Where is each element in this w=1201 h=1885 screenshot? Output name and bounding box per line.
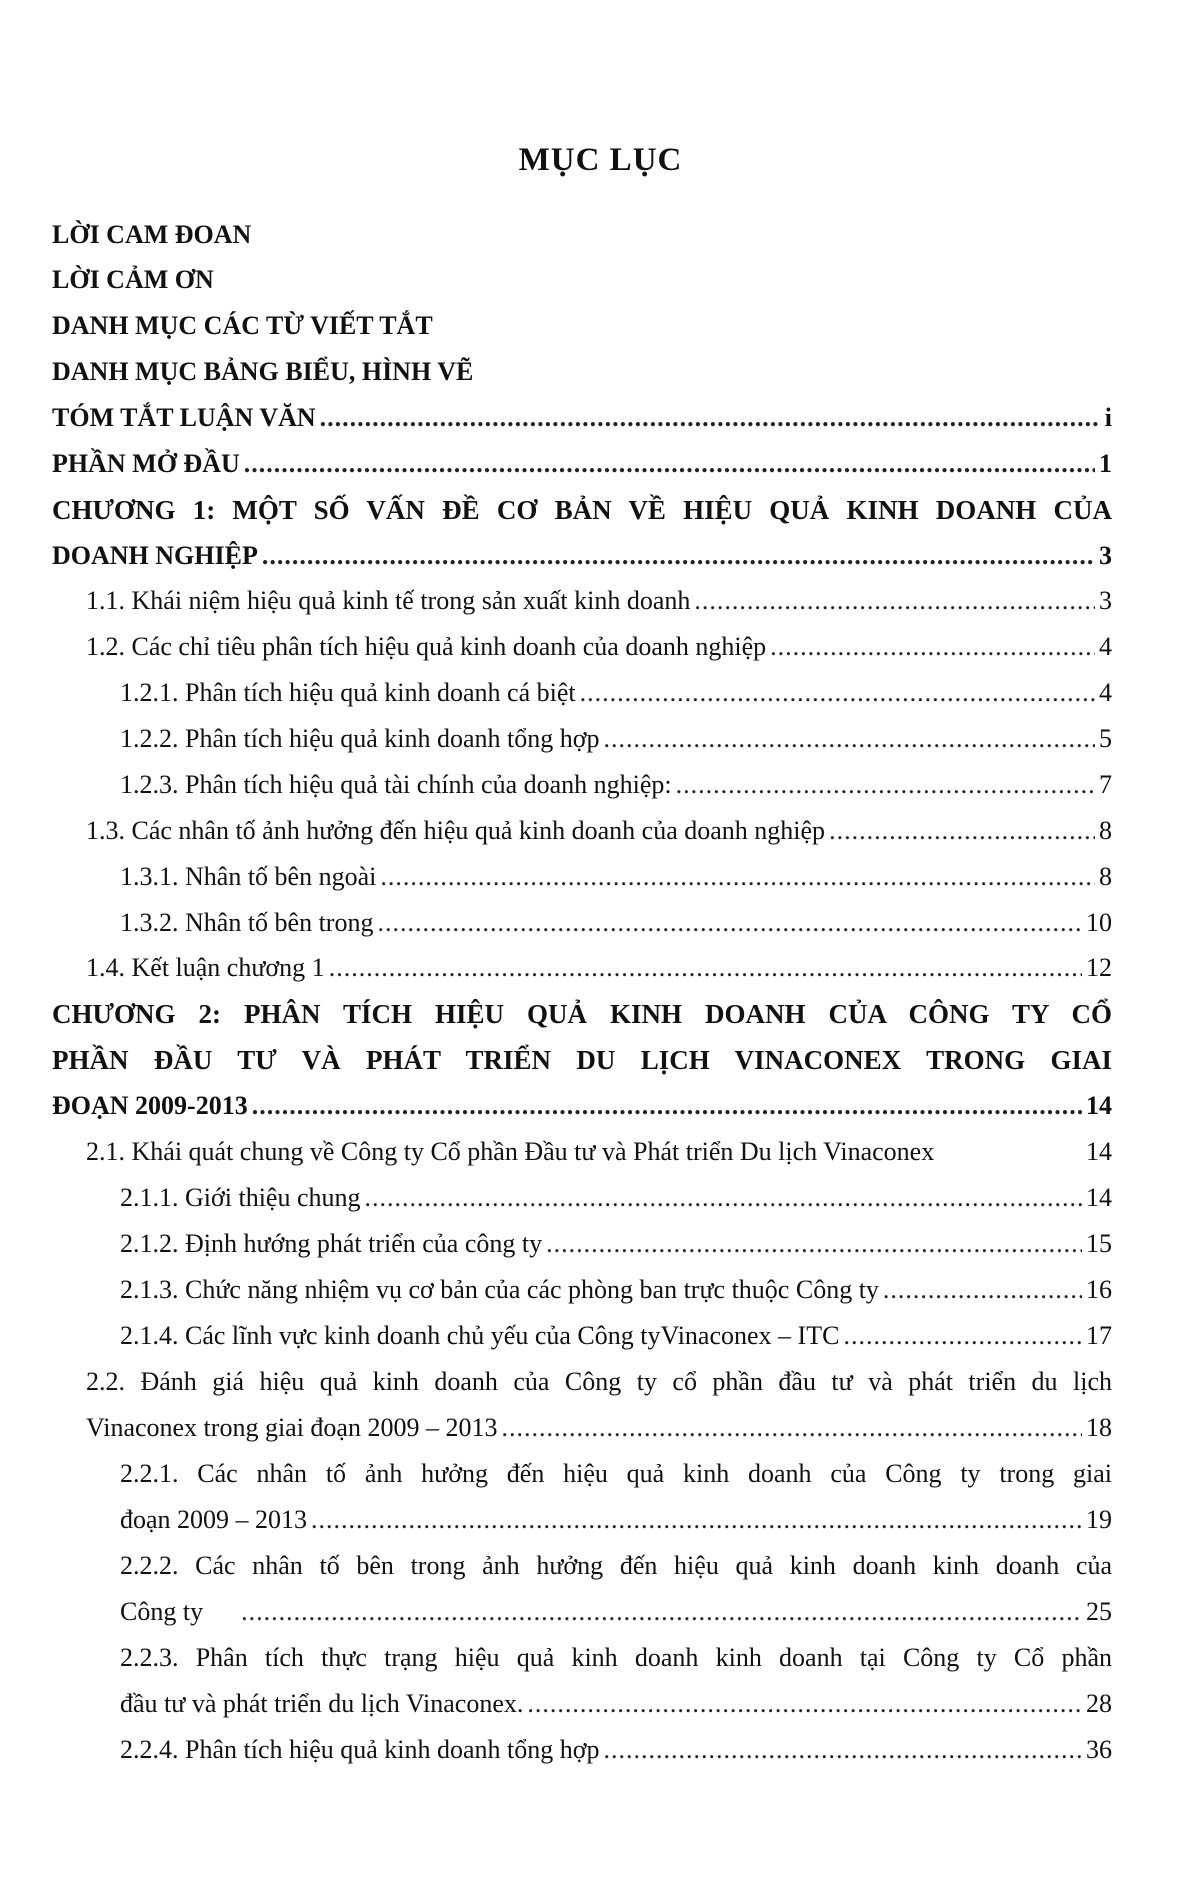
toc-entry-2-1-2 [120, 1229, 1112, 1259]
dot-leader [580, 678, 1095, 708]
toc-entry-1-3-1 [120, 862, 1112, 892]
toc-label: ĐOẠN 2009-2013 [52, 1091, 248, 1120]
toc-entry-mo-dau [52, 449, 1112, 479]
toc-page-number: 4 [1099, 678, 1112, 707]
dot-leader [676, 770, 1095, 800]
dot-leader [329, 953, 1082, 983]
toc-label: 1.4. Kết luận chương 1 [86, 953, 325, 982]
toc-label: DOANH NGHIỆP [52, 541, 258, 570]
toc-entry-1-2-2 [120, 724, 1112, 754]
dot-leader [604, 1735, 1082, 1765]
toc-page-number: 8 [1099, 862, 1112, 891]
dot-leader [843, 1321, 1082, 1351]
toc-page-number: 5 [1099, 724, 1112, 753]
toc-entry-1-2-3 [120, 770, 1112, 800]
toc-entry-2-2-4 [120, 1735, 1112, 1765]
toc-entry-cam-on [52, 265, 214, 295]
toc-label: 2.2.4. Phân tích hiệu quả kinh doanh tổng hợp [120, 1735, 600, 1764]
toc-label: 1.3.1. Nhân tố bên ngoài [120, 862, 377, 891]
toc-entry-1-3-2 [120, 908, 1112, 938]
toc-entry-bang-bieu [52, 357, 473, 387]
dot-leader [365, 1183, 1083, 1213]
toc-label: 1.2. Các chỉ tiêu phân tích hiệu quả kinh doanh của doanh nghiệp [86, 632, 767, 661]
toc-label: đầu tư và phát triển du lịch Vinaconex. [120, 1689, 524, 1718]
dot-leader [244, 449, 1095, 479]
toc-page-number: 14 [1086, 1091, 1112, 1120]
toc-page-number: 12 [1086, 953, 1112, 982]
toc-entry-2-2-line1: 2.2. Đánh giá hiệu quả kinh doanh của Công ty cổ phần đầu tư và phát triển du lịch [86, 1367, 1112, 1396]
toc-entry-2-1 [86, 1137, 1112, 1167]
chapter-1-heading-line2 [52, 541, 1112, 571]
chapter-2-heading-line3 [52, 1091, 1112, 1121]
dot-leader [501, 1413, 1082, 1443]
toc-entry-1-2-1 [120, 678, 1112, 708]
dot-leader [380, 862, 1095, 892]
toc-page-number: 3 [1099, 586, 1112, 615]
toc-label: Công ty [120, 1597, 204, 1626]
toc-entry-cam-doan [52, 220, 251, 250]
toc-label: 1.2.3. Phân tích hiệu quả tài chính của doanh nghiệp: [120, 770, 672, 799]
toc-label: 2.1.3. Chức năng nhiệm vụ cơ bản của các phòng ban trực thuộc Công ty [120, 1275, 879, 1304]
toc-label: Vinaconex trong giai đoạn 2009 – 2013 [86, 1413, 498, 1442]
toc-label: 2.1.1. Giới thiệu chung [120, 1183, 361, 1212]
chapter-2-heading-line1: CHƯƠNG 2: PHÂN TÍCH HIỆU QUẢ KINH DOANH CỦA CÔNG TY CỔ [52, 999, 1112, 1029]
dot-leader [262, 541, 1095, 571]
toc-label: PHẦN MỞ ĐẦU [52, 449, 240, 478]
toc-label: 1.1. Khái niệm hiệu quả kinh tế trong sản xuất kinh doanh [86, 586, 691, 615]
toc-page-number: 25 [1086, 1597, 1112, 1626]
toc-label: 2.1.4. Các lĩnh vực kinh doanh chủ yếu của Công tyVinaconex – ITC [120, 1321, 840, 1350]
toc-entry-2-2-1-line1: 2.2.1. Các nhân tố ảnh hưởng đến hiệu quả kinh doanh của Công ty trong giai [120, 1459, 1112, 1488]
chapter-1-heading-line1: CHƯƠNG 1: MỘT SỐ VẤN ĐỀ CƠ BẢN VỀ HIỆU QUẢ KINH DOANH CỦA [52, 495, 1112, 525]
page-title: MỤC LỤC [518, 142, 683, 178]
chapter-2-heading-line2: PHẦN ĐẦU TƯ VÀ PHÁT TRIỂN DU LỊCH VINACONEX TRONG GIAI [52, 1045, 1112, 1075]
toc-page-number: 7 [1099, 770, 1112, 799]
toc-entry-2-1-4 [120, 1321, 1112, 1351]
toc-page-number: 16 [1086, 1275, 1112, 1304]
toc-page-number: 15 [1086, 1229, 1112, 1258]
toc-label: DANH MỤC CÁC TỪ VIẾT TẮT [52, 311, 433, 340]
toc-page-number: 8 [1099, 816, 1112, 845]
toc-label: LỜI CẢM ƠN [52, 265, 214, 294]
dot-leader [694, 586, 1095, 616]
dot-leader [311, 1505, 1082, 1535]
toc-page-number: 1 [1099, 449, 1112, 478]
toc-page-number: 19 [1086, 1505, 1112, 1534]
dot-leader [829, 816, 1095, 846]
toc-entry-2-2-line2 [86, 1413, 1112, 1443]
dot-leader [252, 1091, 1082, 1121]
dot-leader [770, 632, 1095, 662]
toc-page-number: 36 [1086, 1735, 1112, 1764]
toc-entry-2-2-2-line2 [120, 1597, 1112, 1627]
toc-entry-2-2-1-line2 [120, 1505, 1112, 1535]
toc-label: TÓM TẮT LUẬN VĂN [52, 403, 316, 432]
toc-page-number: 10 [1086, 908, 1112, 937]
toc-entry-tu-viet-tat [52, 311, 433, 341]
dot-leader [527, 1689, 1082, 1719]
dot-leader [377, 908, 1082, 938]
toc-page-number: 14 [1086, 1137, 1112, 1166]
toc-page-number: 17 [1086, 1321, 1112, 1350]
toc-page-number: 18 [1086, 1413, 1112, 1442]
toc-label: 2.1. Khái quát chung về Công ty Cổ phần Đầu tư và Phát triển Du lịch Vinaconex [86, 1137, 935, 1166]
toc-label: 2.1.2. Định hướng phát triển của công ty [120, 1229, 543, 1258]
toc-entry-2-2-3-line2 [120, 1689, 1112, 1719]
toc-label: đoạn 2009 – 2013 [120, 1505, 308, 1534]
toc-page-number: 14 [1086, 1183, 1112, 1212]
toc-page-number: 3 [1099, 541, 1112, 570]
toc-page-number: i [1104, 403, 1112, 432]
toc-entry-2-1-1 [120, 1183, 1112, 1213]
dot-leader [604, 724, 1095, 754]
toc-page-number: 4 [1099, 632, 1112, 661]
toc-label: 1.2.2. Phân tích hiệu quả kinh doanh tổng hợp [120, 724, 600, 753]
toc-entry-2-1-3 [120, 1275, 1112, 1305]
toc-entry-1-3 [86, 816, 1112, 846]
toc-entry-1-4 [86, 953, 1112, 983]
toc-label: 1.2.1. Phân tích hiệu quả kinh doanh cá biệt [120, 678, 576, 707]
toc-label: 1.3.2. Nhân tố bên trong [120, 908, 374, 937]
toc-entry-2-2-3-line1: 2.2.3. Phân tích thực trạng hiệu quả kinh doanh kinh doanh tại Công ty Cổ phần [120, 1643, 1112, 1672]
toc-entry-1-1 [86, 586, 1112, 616]
toc-page-number: 28 [1086, 1689, 1112, 1718]
toc-label: DANH MỤC BẢNG BIỂU, HÌNH VẼ [52, 357, 474, 386]
dot-leader [883, 1275, 1082, 1305]
dot-leader [320, 403, 1101, 433]
toc-entry-tom-tat [52, 403, 1112, 433]
toc-label: LỜI CAM ĐOAN [52, 220, 252, 249]
dot-leader [241, 1597, 1082, 1627]
dot-leader [546, 1229, 1082, 1259]
toc-entry-2-2-2-line1: 2.2.2. Các nhân tố bên trong ảnh hưởng đến hiệu quả kinh doanh kinh doanh của [120, 1551, 1112, 1580]
toc-label: 1.3. Các nhân tố ảnh hưởng đến hiệu quả kinh doanh của doanh nghiệp [86, 816, 826, 845]
toc-entry-1-2 [86, 632, 1112, 662]
